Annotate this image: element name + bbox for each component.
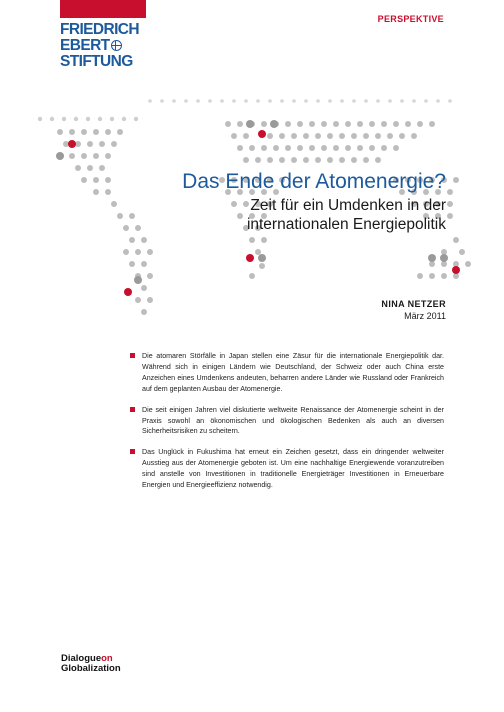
logo-red-bar (60, 0, 146, 18)
map-dot (381, 121, 387, 127)
logo-line-1: FRIEDRICH (60, 21, 139, 38)
map-dot (123, 225, 129, 231)
map-dot (333, 121, 339, 127)
document-title: Das Ende der Atomenergie? (182, 170, 446, 193)
map-dot (465, 261, 471, 267)
map-dot (393, 145, 399, 151)
map-dot (351, 157, 357, 163)
map-dot (400, 99, 404, 103)
map-dot (388, 99, 392, 103)
globe-icon (111, 40, 122, 51)
map-dot (81, 177, 87, 183)
map-dot (81, 153, 87, 159)
map-dot (147, 273, 153, 279)
map-dot (440, 254, 448, 262)
map-dot (417, 273, 423, 279)
map-highlight-dot (68, 140, 76, 148)
map-dot (447, 189, 453, 195)
map-dot (135, 249, 141, 255)
summary-bullets (130, 351, 444, 501)
map-dot (352, 99, 356, 103)
map-dot (405, 121, 411, 127)
map-dot (429, 273, 435, 279)
map-dot (387, 133, 393, 139)
map-dot (99, 165, 105, 171)
author-name: NINA NETZER (381, 299, 446, 309)
map-dot (117, 213, 123, 219)
map-dot (184, 99, 188, 103)
map-dot (255, 157, 261, 163)
map-dot (243, 157, 249, 163)
map-dot (339, 133, 345, 139)
map-dot (267, 157, 273, 163)
map-dot (448, 99, 452, 103)
map-dot (255, 249, 261, 255)
map-dot (237, 145, 243, 151)
map-dot (98, 117, 102, 121)
map-dot (74, 117, 78, 121)
summary-bullet-3: Das Unglück in Fukushima hat erneut ein Zeichen gesetzt, dass ein dringender weltweiter Ausstieg aus der Atomenergie geboten ist. Um eine nachhaltige Energiewende voranzutreiben sind anstelle von Investitionen in traditionelle Energieträger Investitionen in Erneuerbare Energien und Energieeffizienz notwendig. (130, 447, 444, 491)
map-dot (117, 129, 123, 135)
map-dot (429, 121, 435, 127)
map-dot (280, 99, 284, 103)
map-dot (447, 201, 453, 207)
map-dot (129, 237, 135, 243)
map-dot (292, 99, 296, 103)
map-dot (345, 121, 351, 127)
map-highlight-dot (246, 254, 254, 262)
map-dot (141, 261, 147, 267)
summary-bullet-1: Die atomaren Störfälle in Japan stellen eine Zäsur für die internationale Energiepolitik dar. Während sich in einigen Ländern wie Deutschland, der Schweiz oder auch China erste Anzeichen eines Umdenkens andeuten, beharren andere Länder wie Russland oder Frankreich auf dem geplanten Ausbau der Atomenergie. (130, 351, 444, 395)
map-dot (261, 145, 267, 151)
map-highlight-dot (258, 130, 266, 138)
map-dot (369, 145, 375, 151)
map-dot (141, 237, 147, 243)
fes-logo (60, 0, 146, 70)
map-dot (417, 121, 423, 127)
map-dot (93, 189, 99, 195)
map-dot (87, 141, 93, 147)
map-dot (147, 249, 153, 255)
bullet-square-icon (130, 449, 135, 454)
map-dot (86, 117, 90, 121)
map-dot (93, 177, 99, 183)
subtitle-line-1: Zeit für ein Umdenken in der (250, 197, 446, 214)
bullet-square-icon (130, 407, 135, 412)
map-dot (246, 120, 254, 128)
series-label: PERSPEKTIVE (377, 14, 444, 24)
map-dot (160, 99, 164, 103)
map-dot (172, 99, 176, 103)
dog-line-1: Dialogueon (61, 653, 113, 664)
map-dot (122, 117, 126, 121)
map-dot (259, 263, 265, 269)
publication-date: März 2011 (404, 311, 446, 321)
map-dot (363, 157, 369, 163)
map-dot (333, 145, 339, 151)
map-dot (447, 213, 453, 219)
map-dot (93, 153, 99, 159)
map-dot (75, 165, 81, 171)
map-dot (135, 297, 141, 303)
map-dot (279, 157, 285, 163)
map-dot (291, 157, 297, 163)
map-dot (249, 273, 255, 279)
map-dot (69, 129, 75, 135)
map-dot (50, 117, 54, 121)
map-dot (249, 145, 255, 151)
map-dot (148, 99, 152, 103)
map-dot (111, 201, 117, 207)
map-dot (69, 153, 75, 159)
map-dot (321, 145, 327, 151)
map-dot (231, 133, 237, 139)
map-highlight-dot (124, 288, 132, 296)
map-dot (256, 99, 260, 103)
map-dot (56, 152, 64, 160)
map-dot (225, 121, 231, 127)
map-dot (105, 189, 111, 195)
map-dot (57, 129, 63, 135)
map-dot (369, 121, 375, 127)
map-dot (129, 213, 135, 219)
map-dot (412, 99, 416, 103)
map-dot (141, 285, 147, 291)
map-dot (237, 121, 243, 127)
map-dot (258, 254, 266, 262)
map-dot (111, 141, 117, 147)
map-dot (328, 99, 332, 103)
bullet-square-icon (130, 353, 135, 358)
map-dot (309, 121, 315, 127)
map-dot (279, 133, 285, 139)
map-dot (309, 145, 315, 151)
map-dot (267, 133, 273, 139)
map-dot (105, 129, 111, 135)
map-dot (38, 117, 42, 121)
map-dot (141, 309, 147, 315)
map-dot (147, 297, 153, 303)
map-dot (411, 133, 417, 139)
summary-bullet-2: Die seit einigen Jahren viel diskutierte weltweite Renaissance der Atomenergie scheint in der Praxis sowohl an ökonomischen und ökologischen Bedenken als auch an diversen Sicherheitsrisiken zu scheitern. (130, 405, 444, 438)
map-dot (270, 120, 278, 128)
map-dot (340, 99, 344, 103)
map-dot (99, 141, 105, 147)
logo-line-2: EBERT (60, 38, 146, 54)
map-dot (110, 117, 114, 121)
map-dot (62, 117, 66, 121)
subtitle-line-2: internationalen Energiepolitik (246, 216, 446, 233)
map-dot (220, 99, 224, 103)
map-highlight-dot (452, 266, 460, 274)
map-dot (87, 165, 93, 171)
map-dot (393, 121, 399, 127)
map-dot (453, 177, 459, 183)
map-dot (261, 237, 267, 243)
map-dot (291, 133, 297, 139)
map-dot (436, 99, 440, 103)
map-dot (249, 237, 255, 243)
map-dot (135, 225, 141, 231)
logo-line-3: STIFTUNG (60, 53, 133, 70)
map-dot (315, 133, 321, 139)
map-dot (459, 249, 465, 255)
map-dot (315, 157, 321, 163)
map-dot (327, 133, 333, 139)
map-dot (285, 121, 291, 127)
map-dot (381, 145, 387, 151)
map-dot (93, 129, 99, 135)
map-dot (428, 254, 436, 262)
map-dot (243, 133, 249, 139)
map-dot (357, 121, 363, 127)
map-dot (375, 157, 381, 163)
map-dot (105, 153, 111, 159)
dialogue-on-globalization-logo (61, 654, 121, 674)
logo-text (60, 22, 146, 70)
map-dot (105, 177, 111, 183)
map-dot (364, 99, 368, 103)
map-dot (321, 121, 327, 127)
map-dot (304, 99, 308, 103)
map-dot (268, 99, 272, 103)
map-dot (297, 121, 303, 127)
dog-line-2: Globalization (61, 663, 121, 674)
map-dot (316, 99, 320, 103)
map-dot (129, 261, 135, 267)
map-dot (375, 133, 381, 139)
map-dot (303, 157, 309, 163)
map-dot (123, 249, 129, 255)
map-dot (441, 273, 447, 279)
map-dot (297, 145, 303, 151)
map-dot (244, 99, 248, 103)
document-subtitle (200, 196, 446, 234)
map-dot (81, 129, 87, 135)
map-dot (261, 121, 267, 127)
map-dot (345, 145, 351, 151)
map-dot (453, 237, 459, 243)
map-dot (424, 99, 428, 103)
map-dot (399, 133, 405, 139)
map-dot (363, 133, 369, 139)
map-dot (232, 99, 236, 103)
map-dot (208, 99, 212, 103)
map-dot (357, 145, 363, 151)
map-dot (285, 145, 291, 151)
map-dot (303, 133, 309, 139)
map-dot (273, 145, 279, 151)
map-dot (351, 133, 357, 139)
map-dot (339, 157, 345, 163)
map-dot (134, 276, 142, 284)
map-dot (327, 157, 333, 163)
map-dot (134, 117, 138, 121)
map-dot (376, 99, 380, 103)
map-dot (196, 99, 200, 103)
